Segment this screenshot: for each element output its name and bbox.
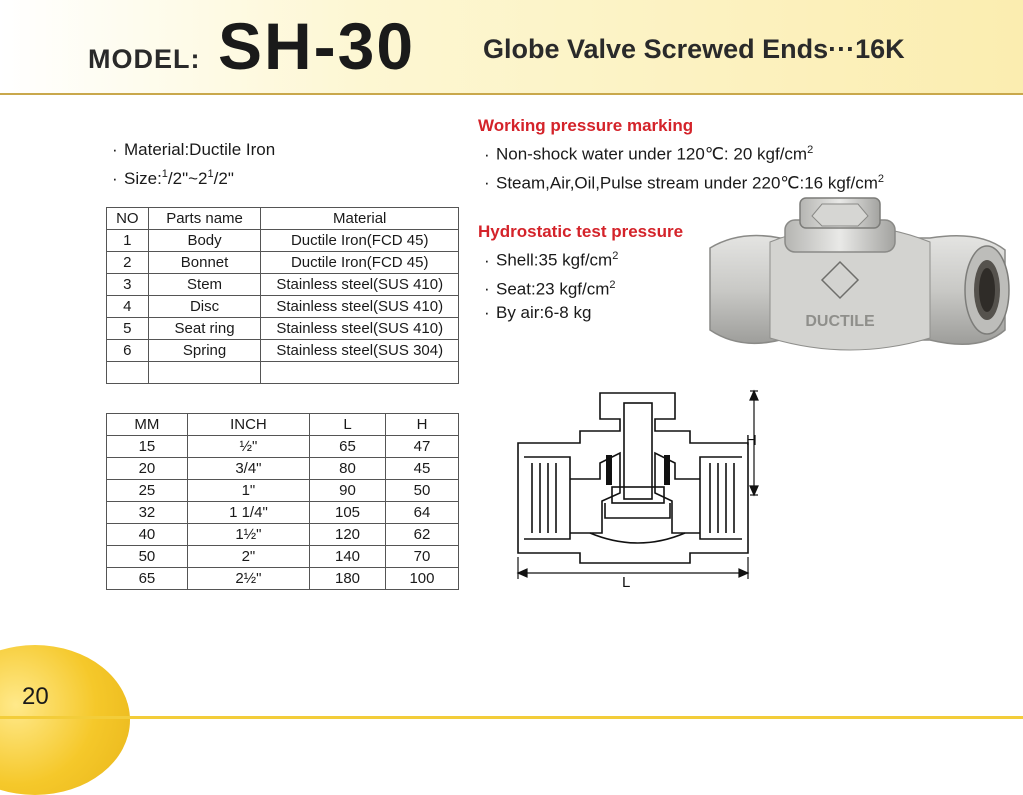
table-row — [107, 502, 459, 524]
parts-cell: Bonnet — [148, 252, 261, 274]
hydrostatic-shell-sup: 2 — [612, 250, 619, 262]
page-number-tab — [0, 645, 130, 795]
table-row — [107, 362, 459, 384]
hydrostatic-seat-sup: 2 — [609, 278, 616, 291]
parts-header-no: NO — [107, 208, 149, 230]
parts-cell: 1 — [107, 230, 149, 252]
valve-cross-section-drawing — [510, 383, 770, 595]
size-cell: 65 — [310, 436, 386, 458]
size-cell: 2" — [187, 546, 309, 568]
table-row — [107, 436, 459, 458]
hydrostatic-list — [484, 244, 618, 325]
table-row — [107, 480, 459, 502]
size-cell: 47 — [385, 436, 458, 458]
size-header-mm: MM — [107, 414, 188, 436]
parts-cell — [261, 362, 459, 384]
parts-cell: 4 — [107, 296, 149, 318]
size-cell: 65 — [107, 568, 188, 590]
size-cell: 1½" — [187, 524, 309, 546]
parts-cell: Stainless steel(SUS 304) — [261, 340, 459, 362]
size-cell: 50 — [107, 546, 188, 568]
parts-cell: Stainless steel(SUS 410) — [261, 318, 459, 340]
drawing-label-h: H — [746, 432, 757, 449]
parts-header-name: Parts name — [148, 208, 261, 230]
size-header-inch: INCH — [187, 414, 309, 436]
parts-cell: Ductile Iron(FCD 45) — [261, 252, 459, 274]
spec-size: · $Size:^1/2"\sim 2^1/2$" — [112, 168, 234, 188]
parts-cell: Stainless steel(SUS 410) — [261, 274, 459, 296]
spec-list — [112, 138, 275, 191]
table-row — [107, 546, 459, 568]
size-cell: 105 — [310, 502, 386, 524]
size-cell: 140 — [310, 546, 386, 568]
table-row — [107, 458, 459, 480]
table-row — [107, 318, 459, 340]
size-cell: 90 — [310, 480, 386, 502]
size-cell: 62 — [385, 524, 458, 546]
spec-material: · Material:Ductile Iron — [112, 140, 276, 159]
size-cell: 15 — [107, 436, 188, 458]
parts-cell: 6 — [107, 340, 149, 362]
parts-cell: Stainless steel(SUS 410) — [261, 296, 459, 318]
size-cell: 20 — [107, 458, 188, 480]
table-row — [107, 252, 459, 274]
size-cell: 180 — [310, 568, 386, 590]
valve-photo — [700, 190, 1020, 380]
photo-casting-text: DUCTILE — [805, 313, 875, 330]
size-cell: 45 — [385, 458, 458, 480]
parts-table — [106, 207, 459, 384]
parts-cell: 5 — [107, 318, 149, 340]
size-cell: 32 — [107, 502, 188, 524]
table-row — [107, 568, 459, 590]
size-cell: 25 — [107, 480, 188, 502]
size-cell: 50 — [385, 480, 458, 502]
hydrostatic-item: · Seat:23 kgf/$cm^2$ — [484, 278, 616, 299]
spec-size-a-bottom: /2"~2 — [167, 169, 208, 188]
parts-cell: Body — [148, 230, 261, 252]
hydrostatic-item: · Shell:35 kgf/$cm^2$ — [484, 250, 619, 270]
hydrostatic-air: By air:6-8 kg — [496, 303, 592, 323]
size-cell: ½" — [187, 436, 309, 458]
model-label: MODEL: — [88, 44, 201, 74]
working-pressure-line1-sup: 2 — [807, 144, 814, 156]
spec-size-a-top: 1 — [161, 168, 168, 180]
model-code: SH-30 — [218, 9, 416, 83]
working-pressure-list — [484, 138, 884, 195]
parts-cell: Ductile Iron(FCD 45) — [261, 230, 459, 252]
working-pressure-line2: Steam,Air,Oil,Pulse stream under 220℃:16 kgf/cm — [496, 173, 878, 193]
spec-size-b-top: 1 — [207, 168, 214, 180]
parts-cell: 2 — [107, 252, 149, 274]
size-cell: 100 — [385, 568, 458, 590]
page-number: 20 — [22, 683, 49, 710]
document-title: Globe Valve Screwed Ends···16K — [483, 34, 905, 64]
size-header-l: L — [310, 414, 386, 436]
hydrostatic-shell: Shell:35 kgf/cm — [496, 250, 613, 270]
parts-cell: 3 — [107, 274, 149, 296]
size-cell: 2½" — [187, 568, 309, 590]
table-row — [107, 296, 459, 318]
parts-cell — [107, 362, 149, 384]
table-row — [107, 340, 459, 362]
spec-size-prefix: Size: — [124, 169, 162, 188]
working-pressure-title: Working pressure marking — [478, 116, 694, 135]
working-pressure-item: · Non-shock water under 120℃: 20 kgf/$cm^2$ — [484, 144, 814, 164]
table-row — [107, 230, 459, 252]
size-cell: 1" — [187, 480, 309, 502]
size-cell: 3/4" — [187, 458, 309, 480]
table-row — [107, 274, 459, 296]
working-pressure-line2-sup: 2 — [877, 172, 885, 185]
working-pressure-line1: Non-shock water under 120℃: 20 kgf/cm — [496, 144, 808, 164]
spec-material-text: Material:Ductile Iron — [124, 140, 276, 159]
hydrostatic-seat: Seat:23 kgf/cm — [496, 279, 610, 299]
size-cell: 64 — [385, 502, 458, 524]
parts-header-material: Material — [261, 208, 459, 230]
size-cell: 70 — [385, 546, 458, 568]
table-row — [107, 524, 459, 546]
parts-cell: Spring — [148, 340, 261, 362]
parts-cell — [148, 362, 261, 384]
parts-cell: Seat ring — [148, 318, 261, 340]
hydrostatic-title: Hydrostatic test pressure — [478, 222, 684, 241]
size-cell: 1 1/4" — [187, 502, 309, 524]
size-cell: 40 — [107, 524, 188, 546]
parts-table-header — [107, 208, 459, 230]
drawing-label-l: L — [622, 574, 631, 591]
parts-cell: Stem — [148, 274, 261, 296]
header-rule — [0, 93, 1023, 95]
size-cell: 120 — [310, 524, 386, 546]
size-cell: 80 — [310, 458, 386, 480]
hydrostatic-item: · By air:6-8 kg — [484, 303, 592, 323]
size-table — [106, 413, 459, 590]
working-pressure-item: · Steam,Air,Oil,Pulse stream under 220℃:16 kgf/$cm^2$ — [484, 172, 885, 193]
size-header-h: H — [385, 414, 458, 436]
spec-size-b-bottom: /2" — [213, 169, 234, 188]
size-table-header — [107, 414, 459, 436]
parts-cell: Disc — [148, 296, 261, 318]
